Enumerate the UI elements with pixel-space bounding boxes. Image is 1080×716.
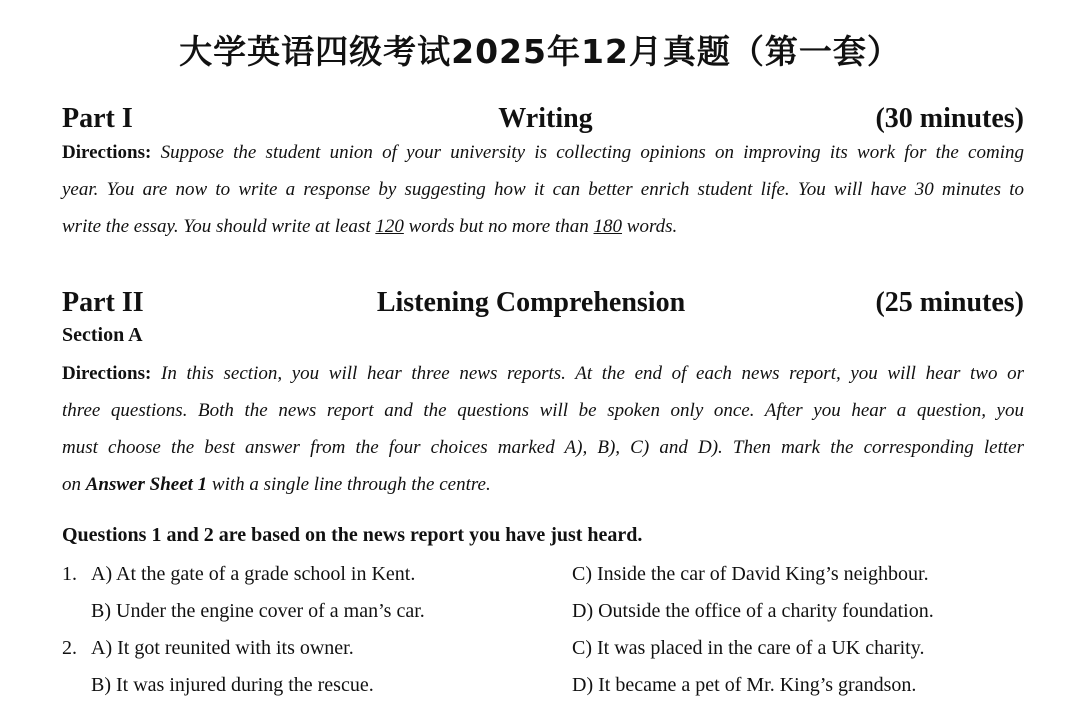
directions-text: words.	[622, 216, 678, 237]
question-1-option-a: A) At the gate of a grade school in Kent.	[91, 563, 416, 585]
question-2-option-a: A) It got reunited with its owner.	[91, 637, 354, 659]
directions-text: three questions. Both the news report and the questions will be spoken only once. After you hear a question, you	[62, 400, 1024, 421]
question-2-option-b: B) It was injured during the rescue.	[91, 674, 374, 696]
answer-sheet-label: Answer Sheet 1	[85, 474, 208, 495]
part2-header	[62, 287, 1024, 321]
question-1-option-b: B) Under the engine cover of a man’s car.	[91, 600, 425, 622]
part2-directions-line-4	[62, 466, 1024, 503]
part1-label: Part I	[62, 103, 133, 134]
directions-text: Suppose the student union of your university is collecting opinions on improving its work for the coming	[160, 142, 1024, 163]
section-label: Section A	[62, 324, 143, 346]
part2-directions-line-2	[62, 392, 1024, 429]
question-2-option-c: C) It was placed in the care of a UK charity.	[572, 637, 925, 659]
directions-text: with a single line through the centre.	[207, 474, 491, 495]
question-1-option-c: C) Inside the car of David King’s neighbour.	[572, 563, 929, 585]
part1-name: Writing	[498, 103, 593, 134]
part2-label: Part II	[62, 287, 144, 318]
part2-directions-line-3	[62, 429, 1024, 466]
max-word-count: 180	[593, 216, 623, 237]
directions-text: In this section, you will hear three news reports. At the end of each news report, you will hear two or	[161, 363, 1024, 384]
directions-label: Directions:	[62, 363, 152, 384]
question-number: 1.	[62, 563, 77, 585]
part1-time: (30 minutes)	[875, 103, 1024, 134]
question-1-option-d: D) Outside the office of a charity foundation.	[572, 600, 934, 622]
directions-text: year. You are now to write a response by suggesting how it can better enrich student life. You will have 30 minutes to	[62, 179, 1024, 200]
part1-directions-line-1	[62, 134, 1024, 171]
part2-directions-line-1	[62, 355, 1024, 392]
part1-directions-line-2	[62, 171, 1024, 208]
part2-directions	[62, 355, 1024, 503]
part2-time: (25 minutes)	[875, 287, 1024, 318]
part1-directions-line-3	[62, 208, 1024, 245]
directions-text: on	[62, 474, 86, 495]
page-title: 大学英语四级考试2025年12月真题（第一套）	[179, 32, 901, 71]
part1-header	[62, 103, 1024, 137]
directions-text: must choose the best answer from the four choices marked A), B), C) and D). Then mark the corresponding letter	[62, 437, 1024, 458]
part1-directions	[62, 134, 1024, 245]
min-word-count: 120	[375, 216, 404, 237]
question-number: 2.	[62, 637, 77, 659]
question-2-option-d: D) It became a pet of Mr. King’s grandson.	[572, 674, 917, 696]
part2-name: Listening Comprehension	[376, 287, 686, 318]
directions-text: write the essay. You should write at least	[62, 216, 376, 237]
questions-intro: Questions 1 and 2 are based on the news report you have just heard.	[62, 524, 643, 546]
directions-text: words but no more than	[403, 216, 594, 237]
directions-label: Directions:	[62, 142, 152, 163]
